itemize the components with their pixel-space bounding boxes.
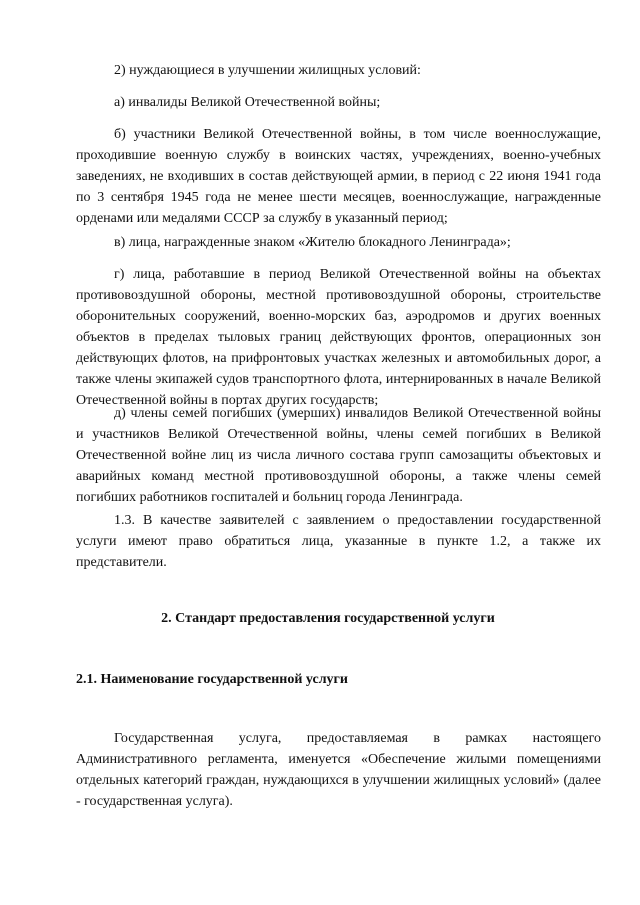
section-heading: 2. Стандарт предоставления государственной услуги <box>161 611 495 626</box>
paragraph-1-3: 1.3. В качестве заявителей с заявлением о предоставлении государственной услуги имеют право обратиться лица, указанные в пункте 1.2, а также их представители. <box>76 513 601 570</box>
paragraph-subitem-g: г) лица, работавшие в период Великой Отечественной войны на объектах противовоздушной обороны, местной противовоздушной обороны, строительстве оборонительных сооружений, военно-морских баз, аэродромов и других военных объектов в пределах тыловых границ действующих фронтов, операционных зон действующих флотов, на прифронтовых участках железных и автомобильных дорог, а также члены экипажей судов транспортного флота, интернированных в начале Великой Отечественной войны в портах других государств; <box>76 267 601 408</box>
paragraph-subitem-d: д) члены семей погибших (умерших) инвалидов Великой Отечественной войны и участников Великой Отечественной войны, члены семей погибших в Великой Отечественной войне лиц из числа личного состава групп самозащиты объектовых и аварийных команд местной противовоздушной обороны, а также члены семей погибших работников госпиталей и больниц города Ленинграда. <box>76 406 601 505</box>
subsection-heading: 2.1. Наименование государственной услуги <box>76 672 348 687</box>
service-name-paragraph: Государственная услуга, предоставляемая в рамках настоящего Административного регламента, именуется «Обеспечение жилыми помещениями отдельных категорий граждан, нуждающихся в улучшении жилищных условий» (далее - государственная услуга). <box>76 731 601 809</box>
paragraph-subitem-v: в) лица, награжденные знаком «Жителю блокадного Ленинграда»; <box>114 235 511 250</box>
paragraph-subitem-b: б) участники Великой Отечественной войны, в том числе военнослужащие, проходившие военную службу в воинских частях, учреждениях, военно-учебных заведениях, не входивших в состав действующей армии, в период с 22 июня 1941 года по 3 сентября 1945 года не менее шести месяцев, военнослужащие, награжденные орденами или медалями СССР за службу в указанный период; <box>76 127 601 226</box>
paragraph-item-2: 2) нуждающиеся в улучшении жилищных условий: <box>114 63 421 78</box>
paragraph-subitem-a: а) инвалиды Великой Отечественной войны; <box>114 95 381 110</box>
